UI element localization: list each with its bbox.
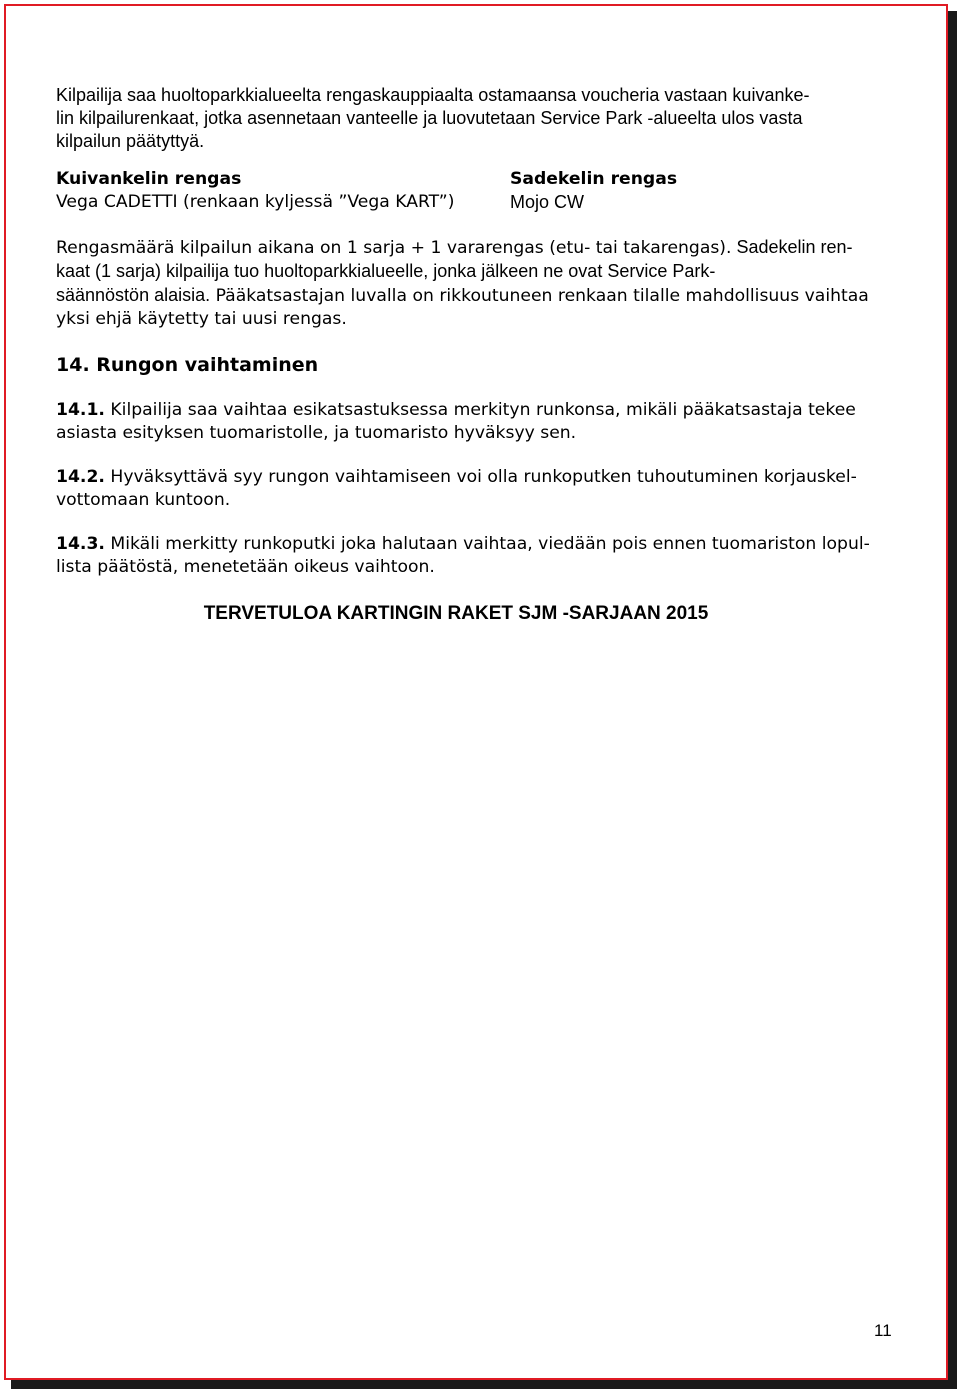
wet-tire-value: Mojo CW bbox=[510, 192, 585, 212]
rule-item-14-3 bbox=[56, 533, 902, 579]
closing-banner: TERVETULOA KARTINGIN RAKET SJM -SARJAAN 2015 bbox=[203, 603, 709, 624]
rule-number: 14.1. bbox=[56, 400, 105, 420]
tire-count-line-3b: Pääkatsastajan luvalla on rikkoutuneen renkaan tilalle mahdollisuus vaihtaa bbox=[210, 286, 869, 306]
rule-item-14-2 bbox=[56, 466, 902, 512]
tire-table bbox=[56, 168, 902, 214]
dry-tire-value: Vega CADETTI (renkaan kyljessä ”Vega KART”) bbox=[56, 192, 455, 212]
rule-number: 14.2. bbox=[56, 467, 105, 487]
tire-count-line-1b: Sadekelin ren- bbox=[731, 237, 853, 257]
rule-text-line-2: vottomaan kuntoon. bbox=[56, 490, 231, 510]
rule-item-14-1 bbox=[56, 399, 902, 445]
voucher-line-3: kilpailun päätyttyä. bbox=[56, 131, 205, 151]
voucher-paragraph bbox=[56, 84, 902, 153]
tire-count-paragraph bbox=[56, 236, 902, 331]
rule-text-line-2: asiasta esityksen tuomaristolle, ja tuomaristo hyväksyy sen. bbox=[56, 423, 577, 443]
rule-text-line-2: lista päätöstä, menetetään oikeus vaihtoon. bbox=[56, 557, 435, 577]
rule-number: 14.3. bbox=[56, 534, 105, 554]
tire-count-line-3a: säännöstön alaisia. bbox=[56, 285, 211, 305]
voucher-line-2: lin kilpailurenkaat, jotka asennetaan vanteelle ja luovutetaan Service Park -alueelta ulos vasta bbox=[56, 108, 803, 128]
section-heading: 14. Rungon vaihtaminen bbox=[56, 354, 319, 376]
rule-text-line-1: Mikäli merkitty runkoputki joka halutaan vaihtaa, viedään pois ennen tuomariston lopul- bbox=[104, 534, 870, 554]
tire-count-line-4: yksi ehjä käytetty tai uusi rengas. bbox=[56, 309, 347, 329]
page-number: 11 bbox=[874, 1321, 892, 1340]
dry-tire-heading: Kuivankelin rengas bbox=[56, 169, 242, 189]
rule-text-line-1: Kilpailija saa vaihtaa esikatsastuksessa merkityn runkonsa, mikäli pääkatsastaja tekee bbox=[104, 400, 856, 420]
wet-tire-column bbox=[510, 168, 902, 214]
rule-text-line-1: Hyväksyttävä syy rungon vaihtamiseen voi olla runkoputken tuhoutuminen korjauskel- bbox=[104, 467, 857, 487]
wet-tire-heading: Sadekelin rengas bbox=[510, 169, 678, 189]
tire-count-line-1a: Rengasmäärä kilpailun aikana on 1 sarja + 1 vararengas (etu- tai takarengas). bbox=[56, 238, 732, 258]
document-body bbox=[56, 84, 902, 626]
tire-count-line-2: kaat (1 sarja) kilpailija tuo huoltoparkkialueelle, jonka jälkeen ne ovat Service Park- bbox=[56, 261, 716, 281]
voucher-line-1: Kilpailija saa huoltoparkkialueelta rengaskauppiaalta ostamaansa voucheria vastaan kuivanke- bbox=[56, 85, 810, 105]
dry-tire-column bbox=[56, 168, 510, 214]
